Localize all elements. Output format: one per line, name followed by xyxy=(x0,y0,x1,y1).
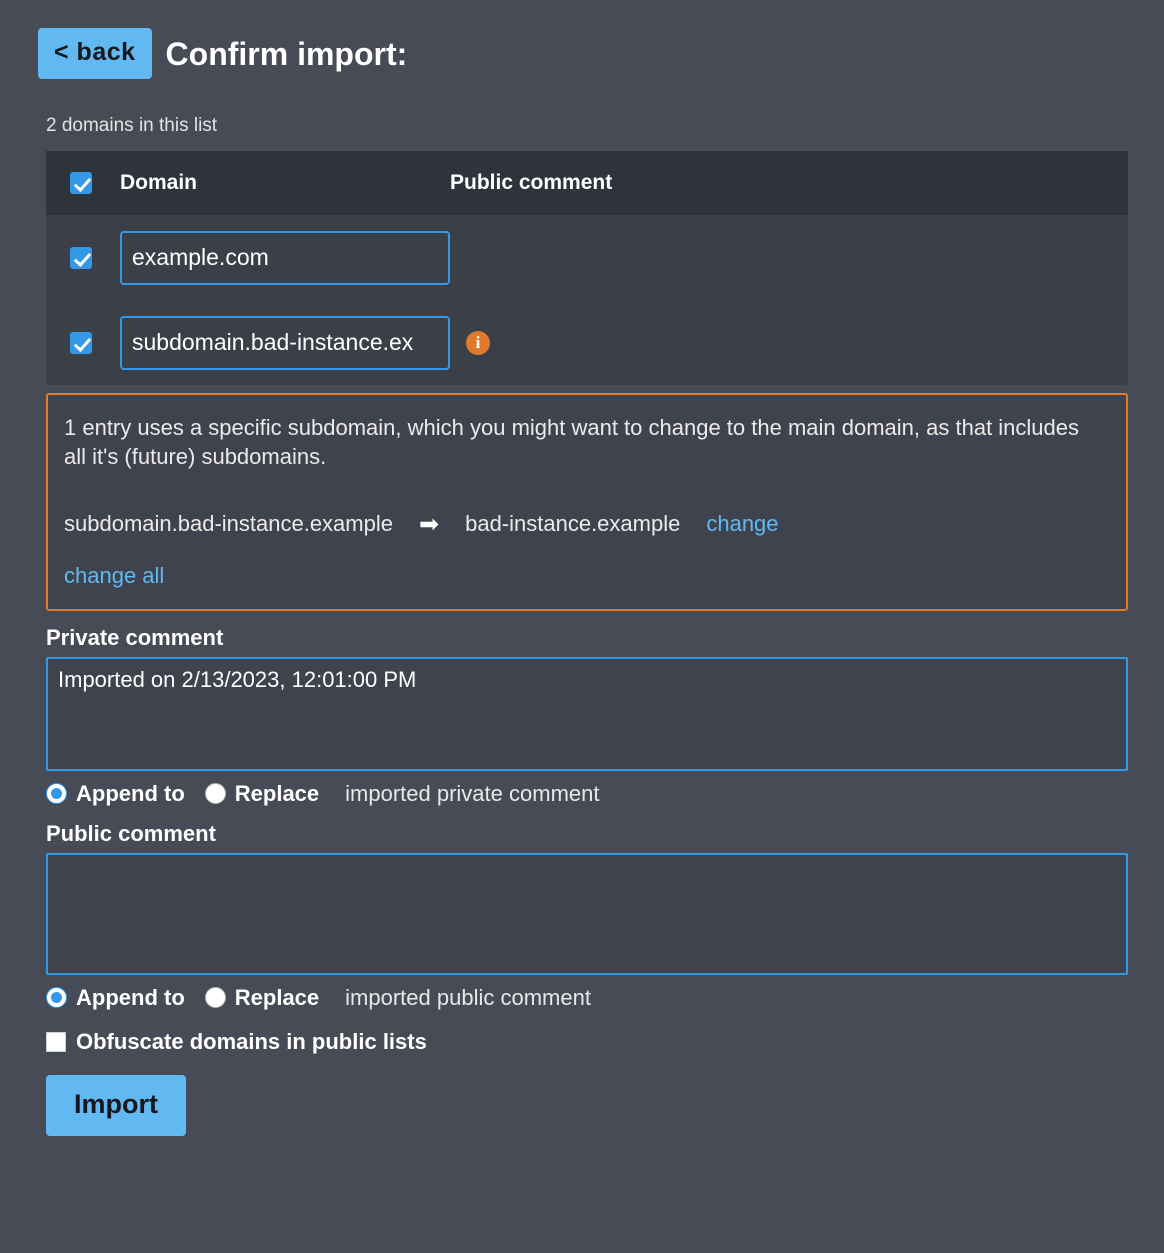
column-header-public-comment: Public comment xyxy=(450,171,613,194)
row-checkbox-2[interactable] xyxy=(70,332,92,354)
table-row xyxy=(46,300,1128,385)
domains-table xyxy=(46,151,1128,385)
public-comment-input[interactable] xyxy=(46,853,1128,975)
row-select-cell xyxy=(70,332,120,354)
private-comment-input[interactable] xyxy=(46,657,1128,771)
private-append-radio[interactable] xyxy=(46,783,67,804)
select-all-checkbox[interactable] xyxy=(70,172,92,194)
private-mode-suffix: imported private comment xyxy=(345,780,600,806)
public-append-radio[interactable] xyxy=(46,987,67,1008)
info-icon[interactable]: i xyxy=(466,331,490,355)
table-row xyxy=(46,215,1128,300)
private-comment-mode-row xyxy=(46,781,1164,807)
table-header-row xyxy=(46,151,1128,215)
private-comment-label: Private comment xyxy=(46,624,224,650)
subdomain-mapping-row xyxy=(64,510,1106,539)
row-checkbox-1[interactable] xyxy=(70,247,92,269)
private-replace-radio[interactable] xyxy=(205,783,226,804)
domain-count-text: 2 domains in this list xyxy=(46,115,218,136)
domain-input-2[interactable] xyxy=(120,316,450,370)
warning-text: 1 entry uses a specific subdomain, which you might want to change to the main domain, as that includes all it's (future) subdomains. xyxy=(64,415,1080,470)
public-comment-label: Public comment xyxy=(46,820,216,846)
page-header xyxy=(0,0,1164,79)
domain-input-1[interactable] xyxy=(120,231,450,285)
change-all-link[interactable]: change all xyxy=(64,562,165,588)
public-comment-mode-row xyxy=(46,985,1164,1011)
private-append-label: Append to xyxy=(76,780,185,806)
private-replace-label: Replace xyxy=(234,780,320,806)
public-replace-label: Replace xyxy=(234,984,320,1010)
mapping-to-domain: bad-instance.example xyxy=(465,511,681,536)
select-all-cell xyxy=(70,172,120,194)
import-button[interactable]: Import xyxy=(46,1075,186,1136)
column-header-domain: Domain xyxy=(120,171,198,194)
subdomain-warning-box xyxy=(46,393,1128,611)
public-mode-suffix: imported public comment xyxy=(345,984,591,1010)
change-link[interactable]: change xyxy=(706,511,779,536)
mapping-from-domain: subdomain.bad-instance.example xyxy=(64,511,393,536)
back-button[interactable]: < back xyxy=(38,28,152,79)
obfuscate-checkbox[interactable] xyxy=(46,1032,66,1052)
row-select-cell xyxy=(70,247,120,269)
obfuscate-label: Obfuscate domains in public lists xyxy=(76,1028,427,1054)
public-replace-radio[interactable] xyxy=(205,987,226,1008)
obfuscate-row xyxy=(46,1029,1164,1055)
arrow-right-icon: ➡ xyxy=(418,510,440,538)
page-title: Confirm import: xyxy=(165,35,408,72)
public-append-label: Append to xyxy=(76,984,185,1010)
